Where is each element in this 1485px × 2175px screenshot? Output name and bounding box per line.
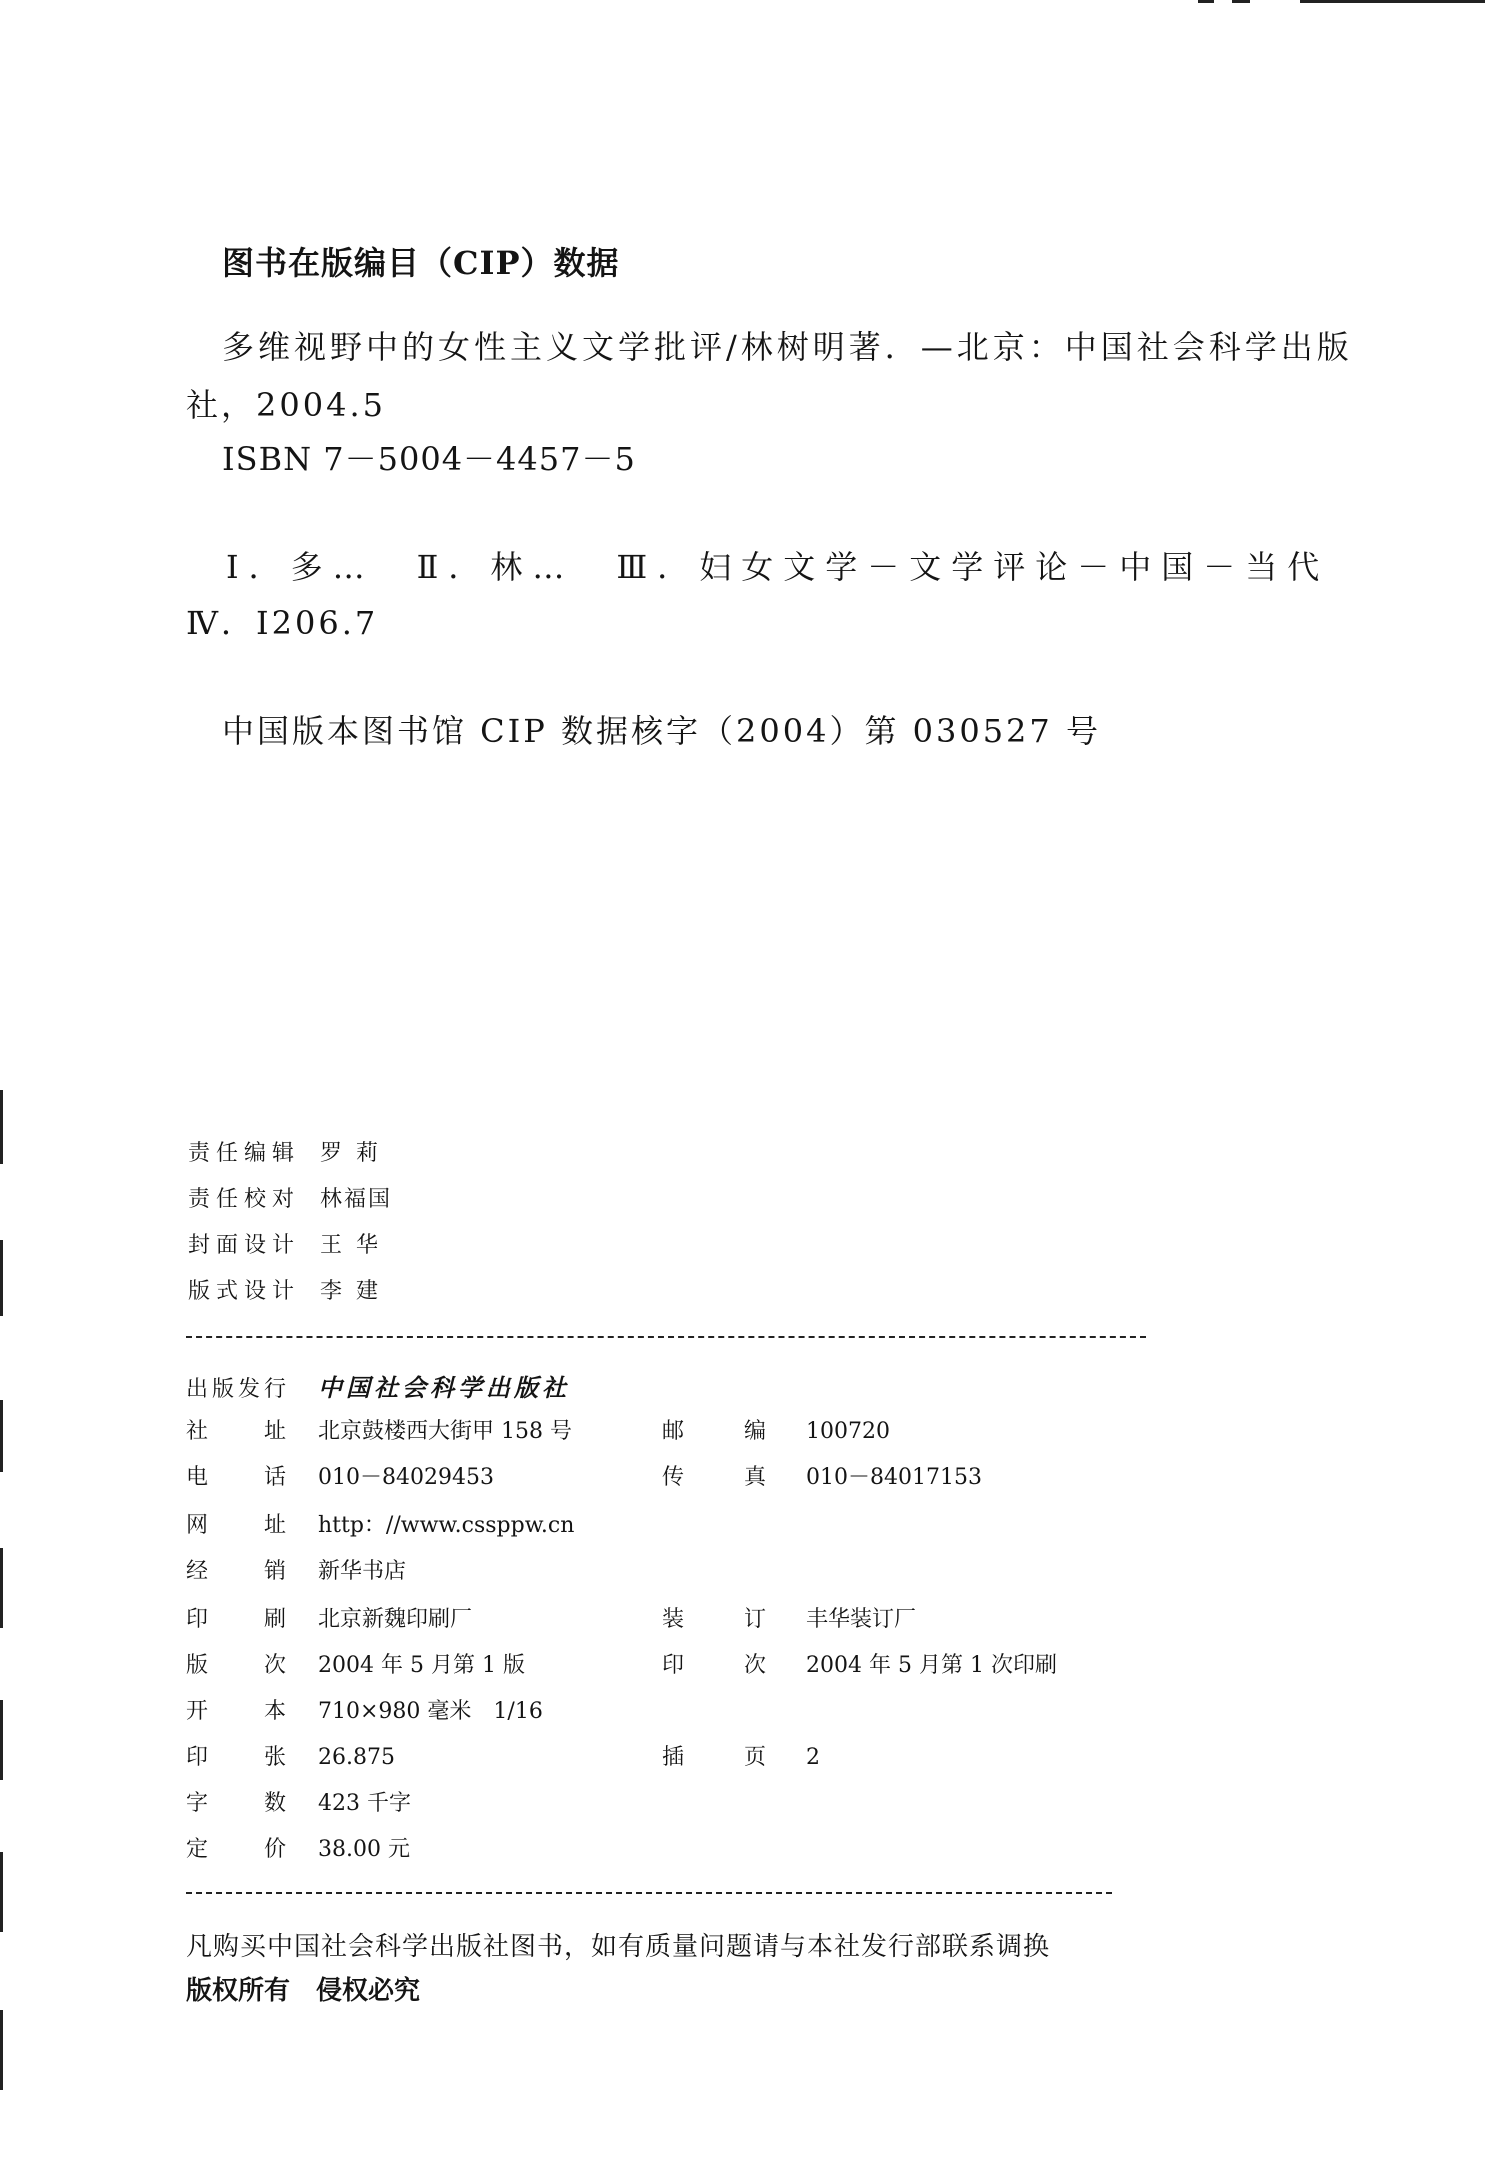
pub-label-char: 网: [186, 1513, 209, 1538]
pub-label-char: 版: [186, 1653, 209, 1678]
cip-subjects: Ⅰ．多… Ⅱ．林… Ⅲ．妇女文学－文学评论－中国－当代: [226, 548, 1330, 586]
pub-label-char: 印: [186, 1745, 209, 1770]
credit-label: 责任编辑: [188, 1141, 301, 1166]
pub-label-char: 定: [186, 1837, 209, 1862]
pub-info-row: [186, 1740, 820, 1771]
pub-info-row: [186, 1832, 662, 1863]
pub-value: 2004 年 5 月第 1 版: [318, 1653, 525, 1678]
pub-label-char: 数: [263, 1791, 286, 1816]
pub-value: 2004 年 5 月第 1 次印刷: [806, 1653, 1057, 1678]
pub-value: 010－84029453: [318, 1465, 494, 1490]
pub-label-char: 插: [662, 1745, 685, 1770]
pub-label-char: 邮: [662, 1419, 685, 1444]
pub-label-char: 话: [263, 1465, 286, 1490]
pub-value: 423 千字: [318, 1791, 411, 1816]
pub-info-row: [186, 1694, 662, 1725]
pub-value: 北京新魏印刷厂: [318, 1607, 473, 1632]
pub-info-row: [186, 1508, 662, 1539]
pub-value: 2: [806, 1745, 820, 1770]
credit-value: 王华: [320, 1233, 393, 1258]
pub-label-char: 张: [263, 1745, 286, 1770]
pub-website: http：//www.cssppw.cn: [318, 1513, 575, 1538]
pub-price: 38.00 元: [318, 1837, 410, 1862]
cip-entry-line-2: 社，2004.5: [186, 386, 386, 424]
pub-info-row: [186, 1460, 982, 1491]
credit-value: 林福国: [320, 1187, 393, 1212]
pub-label-char: 编: [743, 1419, 766, 1444]
pub-info-row: [186, 1602, 916, 1633]
pub-label-char: 社: [186, 1419, 209, 1444]
credit-label: 版式设计: [188, 1279, 301, 1304]
pub-value: 010－84017153: [806, 1465, 982, 1490]
scan-edge: [0, 1240, 3, 1316]
credit-row-editor: [188, 1136, 392, 1167]
pub-info-row: [186, 1414, 890, 1445]
pub-value: 新华书店: [318, 1559, 407, 1584]
credit-row-cover-design: [188, 1228, 392, 1259]
pub-info-row: [186, 1786, 662, 1817]
credit-row-layout-design: [188, 1274, 392, 1305]
credit-value: 罗莉: [320, 1141, 393, 1166]
pub-info-row: [186, 1648, 1057, 1679]
pub-label-char: 页: [743, 1745, 766, 1770]
pub-value: 26.875: [318, 1745, 395, 1770]
pub-label-char: 价: [263, 1837, 286, 1862]
pub-label-char: 印: [662, 1653, 685, 1678]
pub-value: 100720: [806, 1419, 890, 1444]
scan-edge: [0, 1090, 3, 1164]
pub-label-char: 装: [662, 1607, 685, 1632]
scan-mark: [1232, 0, 1250, 3]
cip-approval-number: 中国版本图书馆 CIP 数据核字（2004）第 030527 号: [222, 712, 1101, 750]
scan-mark: [1300, 0, 1485, 3]
pub-value: 丰华装订厂: [806, 1607, 917, 1632]
scan-edge: [0, 1852, 3, 1932]
pub-label-char: 开: [186, 1699, 209, 1724]
footer-notice: 凡购买中国社会科学出版社图书，如有质量问题请与本社发行部联系调换: [186, 1932, 1051, 1962]
pub-label-char: 电: [186, 1465, 209, 1490]
pub-value: 710×980 毫米 1/16: [318, 1699, 543, 1724]
divider-rule: [186, 1892, 1112, 1894]
cip-isbn: ISBN 7－5004－4457－5: [222, 440, 636, 478]
pub-label-char: 经: [186, 1559, 209, 1584]
scan-mark: [1198, 0, 1214, 3]
scan-edge: [0, 1700, 3, 1780]
publisher-row: [186, 1368, 570, 1403]
cip-entry-line-1: 多维视野中的女性主义文学批评/林树明著．—北京：中国社会科学出版: [222, 328, 1353, 366]
scan-edge: [0, 2010, 3, 2090]
pub-label-char: 订: [743, 1607, 766, 1632]
publisher-name: 中国社会科学出版社: [318, 1373, 570, 1402]
pub-label-char: 字: [186, 1791, 209, 1816]
scan-edge: [0, 1400, 3, 1472]
pub-label-char: 销: [263, 1559, 286, 1584]
credit-row-proofreader: [188, 1182, 392, 1213]
divider-rule: [186, 1336, 1146, 1338]
publisher-label: 出版发行: [186, 1377, 291, 1402]
scan-edge: [0, 1548, 3, 1628]
credit-label: 责任校对: [188, 1187, 301, 1212]
pub-label-char: 真: [743, 1465, 766, 1490]
pub-label-char: 印: [186, 1607, 209, 1632]
pub-label-char: 址: [263, 1419, 286, 1444]
pub-value: 北京鼓楼西大街甲 158 号: [318, 1419, 572, 1444]
credit-value: 李建: [320, 1279, 393, 1304]
pub-label-char: 刷: [263, 1607, 286, 1632]
pub-label-char: 传: [662, 1465, 685, 1490]
copyright-notice: 版权所有 侵权必究: [186, 1976, 421, 2006]
cip-classification: Ⅳ．I206.7: [186, 604, 379, 642]
pub-label-char: 次: [743, 1653, 766, 1678]
pub-label-char: 址: [263, 1513, 286, 1538]
pub-label-char: 本: [263, 1699, 286, 1724]
pub-label-char: 次: [263, 1653, 286, 1678]
cip-heading: 图书在版编目（CIP）数据: [222, 244, 620, 282]
credit-label: 封面设计: [188, 1233, 301, 1258]
pub-info-row: [186, 1554, 662, 1585]
